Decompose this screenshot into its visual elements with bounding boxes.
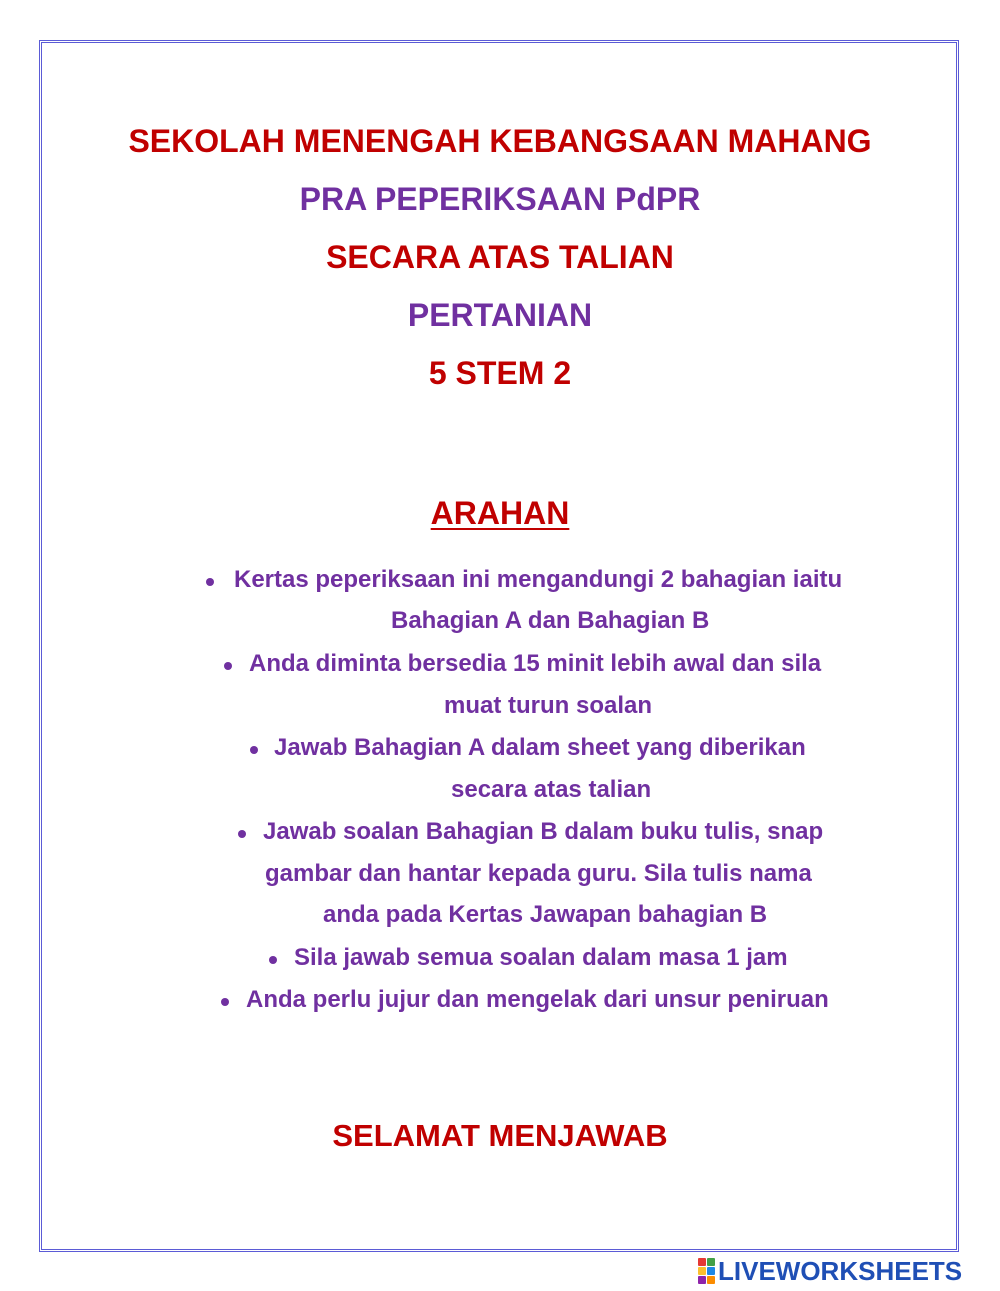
instruction-line: Anda perlu jujur dan mengelak dari unsur peniruan — [246, 986, 829, 1013]
instruction-line: gambar dan hantar kepada guru. Sila tulis nama — [265, 860, 812, 887]
instruction-line: secara atas talian — [451, 776, 652, 803]
instruction-line: muat turun soalan — [444, 692, 653, 719]
class-title: 5 STEM 2 — [428, 355, 572, 391]
bullet-icon — [269, 956, 277, 964]
bullet-icon — [206, 578, 214, 586]
liveworksheets-logo[interactable] — [698, 1258, 962, 1284]
subject-title: PERTANIAN — [407, 297, 593, 333]
instruction-line: Kertas peperiksaan ini mengandungi 2 bahagian iaitu — [234, 566, 843, 593]
logo-text: LIVEWORKSHEETS — [718, 1256, 963, 1286]
instruction-line: Sila jawab semua soalan dalam masa 1 jam — [294, 944, 788, 971]
exam-title: PRA PEPERIKSAAN PdPR — [299, 181, 701, 217]
bullet-icon — [221, 998, 229, 1006]
instruction-line: Jawab soalan Bahagian B dalam buku tulis, snap — [263, 818, 824, 845]
closing-message: SELAMAT MENJAWAB — [332, 1118, 668, 1153]
instruction-line: Bahagian A dan Bahagian B — [391, 607, 710, 634]
instructions-heading: ARAHAN — [430, 495, 570, 531]
instruction-line: Anda diminta bersedia 15 minit lebih awal dan sila — [249, 650, 822, 677]
school-title: SEKOLAH MENENGAH KEBANGSAAN MAHANG — [128, 123, 872, 159]
bullet-icon — [224, 662, 232, 670]
page-border — [39, 40, 959, 1252]
bullet-icon — [238, 830, 246, 838]
exam-mode: SECARA ATAS TALIAN — [326, 239, 674, 275]
logo-blocks-icon — [698, 1258, 715, 1284]
bullet-icon — [250, 746, 258, 754]
instruction-line: Jawab Bahagian A dalam sheet yang diberikan — [274, 734, 806, 761]
instruction-line: anda pada Kertas Jawapan bahagian B — [323, 901, 768, 928]
